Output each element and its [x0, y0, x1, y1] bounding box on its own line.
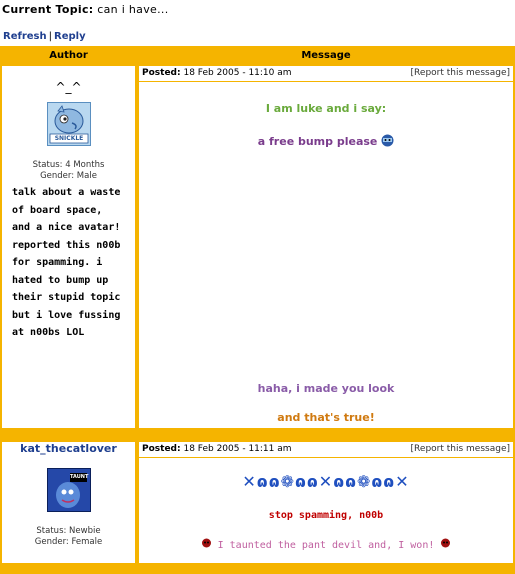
post-1-avatar	[47, 102, 91, 146]
post-1-message-line-1: I am luke and i say:	[265, 102, 387, 115]
message-column-header: Message	[139, 48, 513, 64]
post-1-author-cell	[2, 66, 135, 428]
skull-icon	[440, 538, 451, 552]
post-2-gender: Gender: Female	[34, 537, 103, 547]
post-1-report-link[interactable]: [Report this message]	[410, 68, 510, 78]
signature-line: for spamming. i	[12, 257, 103, 268]
topic-actions	[3, 31, 86, 42]
post-1-author-name[interactable]: ^_^	[55, 80, 82, 94]
posted-label: Posted:	[142, 68, 181, 78]
post-2-report-link[interactable]: [Report this message]	[410, 444, 510, 454]
post-1-message-cell	[139, 66, 513, 428]
signature-line: at n00bs LOL	[12, 327, 85, 338]
signature-line: but i love fussing	[12, 309, 121, 321]
post-1-avatar-label: SNICKLE	[54, 135, 84, 142]
post-2-posted	[142, 442, 292, 457]
post-1-message-line-3: haha, i made you look	[257, 382, 395, 395]
signature-line: hated to bump up	[12, 274, 109, 286]
post-2-message-line-2-wrap	[139, 538, 513, 552]
post-2-date: 18 Feb 2005 - 11:11 am	[183, 444, 292, 454]
post-2-avatar-label: TAUNT	[70, 474, 89, 480]
post-1-message-line-2: a free bump please	[257, 135, 378, 148]
posted-label: Posted:	[142, 444, 181, 454]
post-1-gender: Gender: Male	[40, 171, 97, 181]
post-2-author-info	[2, 526, 135, 548]
current-topic	[2, 3, 169, 16]
author-column-header: Author	[2, 48, 135, 64]
post-1-status: Status: 4 Months	[32, 160, 105, 170]
action-separator: |	[48, 31, 52, 42]
signature-line: talk about a waste	[12, 187, 121, 198]
post-2-message-line-1: stop spamming, n00b	[268, 510, 384, 521]
reply-link[interactable]: Reply	[54, 31, 86, 42]
signature-line: of board space,	[12, 204, 103, 216]
signature-line: their stupid topic	[12, 292, 121, 303]
post-1-date: 18 Feb 2005 - 11:10 am	[183, 68, 292, 78]
post-2-message-cell	[139, 442, 513, 563]
post-1-author-info	[2, 160, 135, 182]
post-1-message-line-2-wrap	[139, 134, 513, 150]
skull-icon	[201, 538, 212, 552]
post-2-author-cell	[2, 442, 135, 563]
message-board-table	[0, 46, 515, 574]
post-2-avatar	[47, 468, 91, 512]
topic-title: can i have...	[97, 3, 169, 16]
smiley-icon	[381, 134, 394, 150]
post-2-meta-bar	[139, 442, 513, 458]
post-2-status: Status: Newbie	[36, 526, 101, 536]
refresh-link[interactable]: Refresh	[3, 31, 47, 42]
post-1-posted	[142, 66, 292, 81]
post-1-signature	[12, 184, 134, 342]
topic-label: Current Topic:	[2, 3, 94, 16]
post-2-message-line-2: I taunted the pant devil and, I won!	[217, 540, 435, 551]
post-2-author-name[interactable]: kat_thecatlover	[20, 442, 117, 455]
signature-line: reported this n00b	[12, 239, 121, 251]
signature-line: and a nice avatar!	[12, 222, 121, 233]
post-2-banner: ✕ɷɷ❁ɷɷ✕ɷɷ❁ɷɷ✕	[242, 472, 410, 491]
post-1-message-line-4: and that's true!	[277, 411, 375, 424]
post-1-meta-bar	[139, 66, 513, 82]
